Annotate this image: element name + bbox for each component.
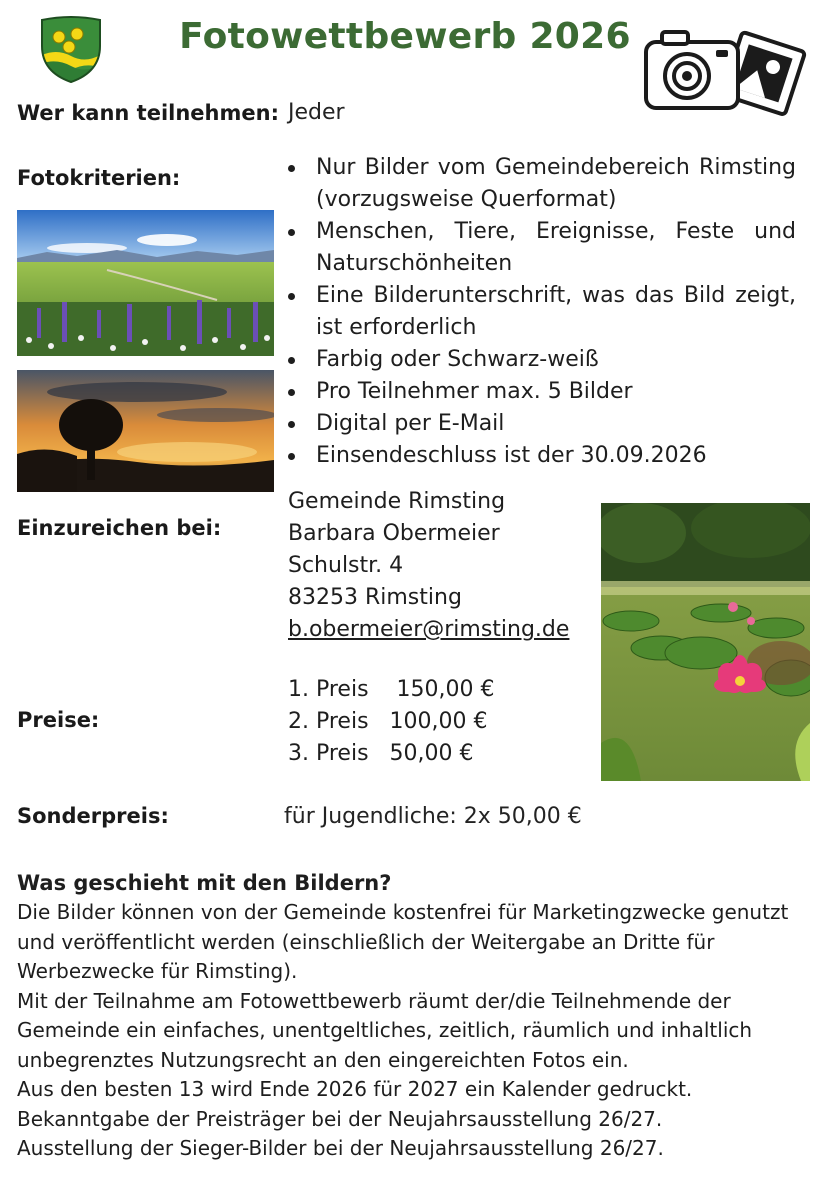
prize-item: 2. Preis 100,00 €	[288, 709, 488, 734]
list-item: Farbig oder Schwarz-weiß	[286, 344, 796, 376]
participants-label: Wer kann teilnehmen:	[17, 101, 279, 125]
address-line: Barbara Obermeier	[288, 521, 500, 546]
usage-paragraph: Ausstellung der Sieger-Bilder bei der Neujahrsausstellung 26/27.	[17, 1136, 664, 1160]
email-link[interactable]: b.obermeier@rimsting.de	[288, 617, 570, 642]
list-item: Digital per E-Mail	[286, 408, 796, 440]
usage-paragraph: Mit der Teilnahme am Fotowettbewerb räumt der/die Teilnehmende der Gemeinde ein einfaches, unentgeltliches, zeitlich, räumlich und inhaltlich unbegrenztes Nutzungsrecht an den eingereichten Fotos ein.	[17, 988, 753, 1072]
list-item: Nur Bilder vom Gemeindebereich Rimsting (vorzugsweise Querformat)	[286, 152, 796, 216]
criteria-list	[286, 152, 796, 472]
camera-photos-icon	[642, 20, 808, 118]
special-prize-value: für Jugendliche: 2x 50,00 €	[284, 804, 582, 829]
prize-item: 1. Preis 150,00 €	[288, 677, 495, 702]
special-prize-label: Sonderpreis:	[17, 804, 169, 828]
meadow-photo	[17, 210, 274, 356]
submit-label: Einzureichen bei:	[17, 516, 222, 540]
usage-paragraph: Aus den besten 13 wird Ende 2026 für 2027 ein Kalender gedruckt.	[17, 1077, 693, 1101]
usage-section	[17, 868, 817, 1164]
participants-value: Jeder	[288, 100, 345, 125]
usage-paragraph: Bekanntgabe der Preisträger bei der Neujahrsausstellung 26/27.	[17, 1106, 663, 1131]
list-item: Pro Teilnehmer max. 5 Bilder	[286, 376, 796, 408]
address-line: Gemeinde Rimsting	[288, 489, 506, 514]
waterlily-photo	[601, 503, 810, 781]
list-item: Menschen, Tiere, Ereignisse, Feste und Naturschönheiten	[286, 216, 796, 280]
sunset-photo	[17, 370, 274, 492]
prizes-label: Preise:	[17, 708, 100, 732]
address-line: Schulstr. 4	[288, 553, 404, 578]
usage-paragraph: Die Bilder können von der Gemeinde kostenfrei für Marketingzwecke genutzt und veröffentlicht werden (einschließlich der Weitergabe an Dritte für Werbezwecke für Rimsting).	[17, 900, 789, 983]
prize-item: 3. Preis 50,00 €	[288, 741, 474, 766]
page-title: Fotowettbewerb 2026	[179, 16, 631, 57]
list-item: Einsendeschluss ist der 30.09.2026	[286, 440, 796, 472]
usage-heading: Was geschieht mit den Bildern?	[17, 871, 392, 895]
address-line: 83253 Rimsting	[288, 585, 462, 610]
prizes-list	[288, 674, 494, 770]
criteria-label: Fotokriterien:	[17, 166, 181, 190]
submit-address	[288, 486, 569, 646]
list-item: Eine Bilderunterschrift, was das Bild zeigt, ist erforderlich	[286, 280, 796, 344]
